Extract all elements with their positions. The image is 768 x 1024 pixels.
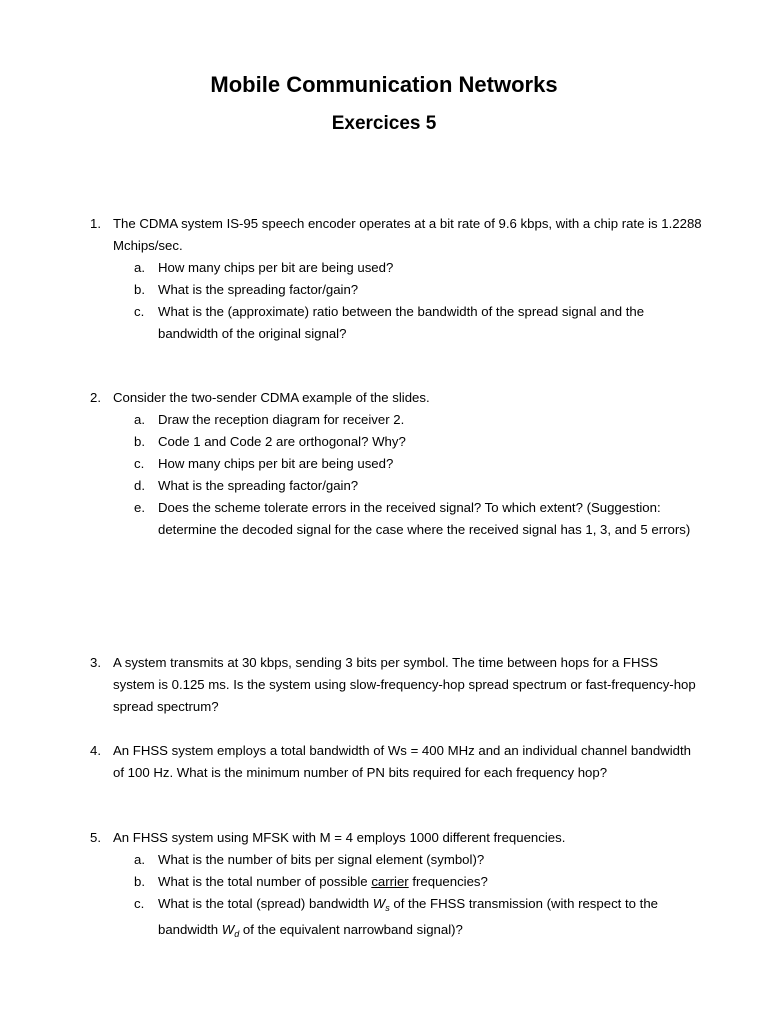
question-text: Consider the two-sender CDMA example of the slides. [113,390,430,405]
text-segment: What is the total (spread) bandwidth [158,896,373,911]
text-segment: What is the total number of possible [158,874,372,889]
sub-question [134,871,702,893]
sub-question-letter: a. [134,412,145,427]
sub-question-letter: c. [134,896,145,911]
sub-question [134,279,702,301]
question-number: 5. [90,830,101,845]
text-segment: frequencies? [408,874,488,889]
variable-subscript: d [234,929,240,939]
sub-question [134,849,702,871]
sub-question-letter: b. [134,434,145,449]
sub-question [134,453,702,475]
sub-question-text [158,893,702,945]
sub-question [134,301,702,345]
question-text: An FHSS system employs a total bandwidth of Ws = 400 MHz and an individual channel bandwidth of 100 Hz. What is the minimum number of PN bits required for each frequency hop? [113,743,691,780]
sub-question [134,893,702,945]
sub-question-text: How many chips per bit are being used? [158,456,394,471]
question-number: 2. [90,390,101,405]
question-number: 4. [90,743,101,758]
sub-question-text: Does the scheme tolerate errors in the received signal? To which extent? (Suggestion: determine the decoded signal for the case where the received signal has 1, 3, and 5 errors) [158,500,691,537]
sub-question [134,431,702,453]
question-number: 3. [90,655,101,670]
sub-question-text: What is the spreading factor/gain? [158,478,359,493]
variable-ws [373,896,390,911]
sub-question-letter: b. [134,874,145,889]
question-4 [90,740,702,784]
sub-question-letter: e. [134,500,145,515]
page-title: Mobile Communication Networks [210,72,558,97]
sub-question-letter: a. [134,852,145,867]
sub-question-text: Draw the reception diagram for receiver 2. [158,412,405,427]
question-text: An FHSS system using MFSK with M = 4 employs 1000 different frequencies. [113,830,566,845]
sub-question-list [90,409,702,541]
sub-question-list [90,849,702,945]
question-1 [90,213,702,345]
variable-symbol: W [221,922,235,937]
sub-question-text: What is the spreading factor/gain? [158,282,359,297]
sub-question-text [158,871,702,893]
text-segment: of the equivalent narrowband signal)? [239,922,463,937]
sub-question-letter: a. [134,260,145,275]
variable-subscript: s [385,903,390,913]
sub-question-list [90,257,702,345]
question-text: A system transmits at 30 kbps, sending 3 bits per symbol. The time between hops for a FHSS system is 0.125 ms. Is the system using slow-frequency-hop spread spectrum or fast-frequency-hop spread spectrum? [113,655,696,714]
sub-question-text: What is the (approximate) ratio between the bandwidth of the spread signal and the bandwidth of the original signal? [158,304,645,341]
question-3 [90,652,702,718]
sub-question-letter: c. [134,304,145,319]
sub-question-letter: c. [134,456,145,471]
sub-question [134,409,702,431]
question-number: 1. [90,216,101,231]
sub-question [134,475,702,497]
variable-wd [222,922,239,937]
question-2 [90,387,702,541]
sub-question [134,257,702,279]
sub-question-text: How many chips per bit are being used? [158,260,394,275]
sub-question-text: What is the number of bits per signal element (symbol)? [158,852,485,867]
sub-question-letter: b. [134,282,145,297]
text-segment: of the FHSS transmission (with respect to the bandwidth [158,896,658,937]
question-5 [90,827,702,945]
page-subtitle: Exercices 5 [331,113,437,134]
variable-symbol: W [372,896,386,911]
sub-question-text: Code 1 and Code 2 are orthogonal? Why? [158,434,406,449]
question-text: The CDMA system IS-95 speech encoder operates at a bit rate of 9.6 kbps, with a chip rate is 1.2288 Mchips/sec. [113,216,702,253]
sub-question [134,497,702,541]
sub-question-letter: d. [134,478,145,493]
underlined-word: carrier [371,874,409,889]
